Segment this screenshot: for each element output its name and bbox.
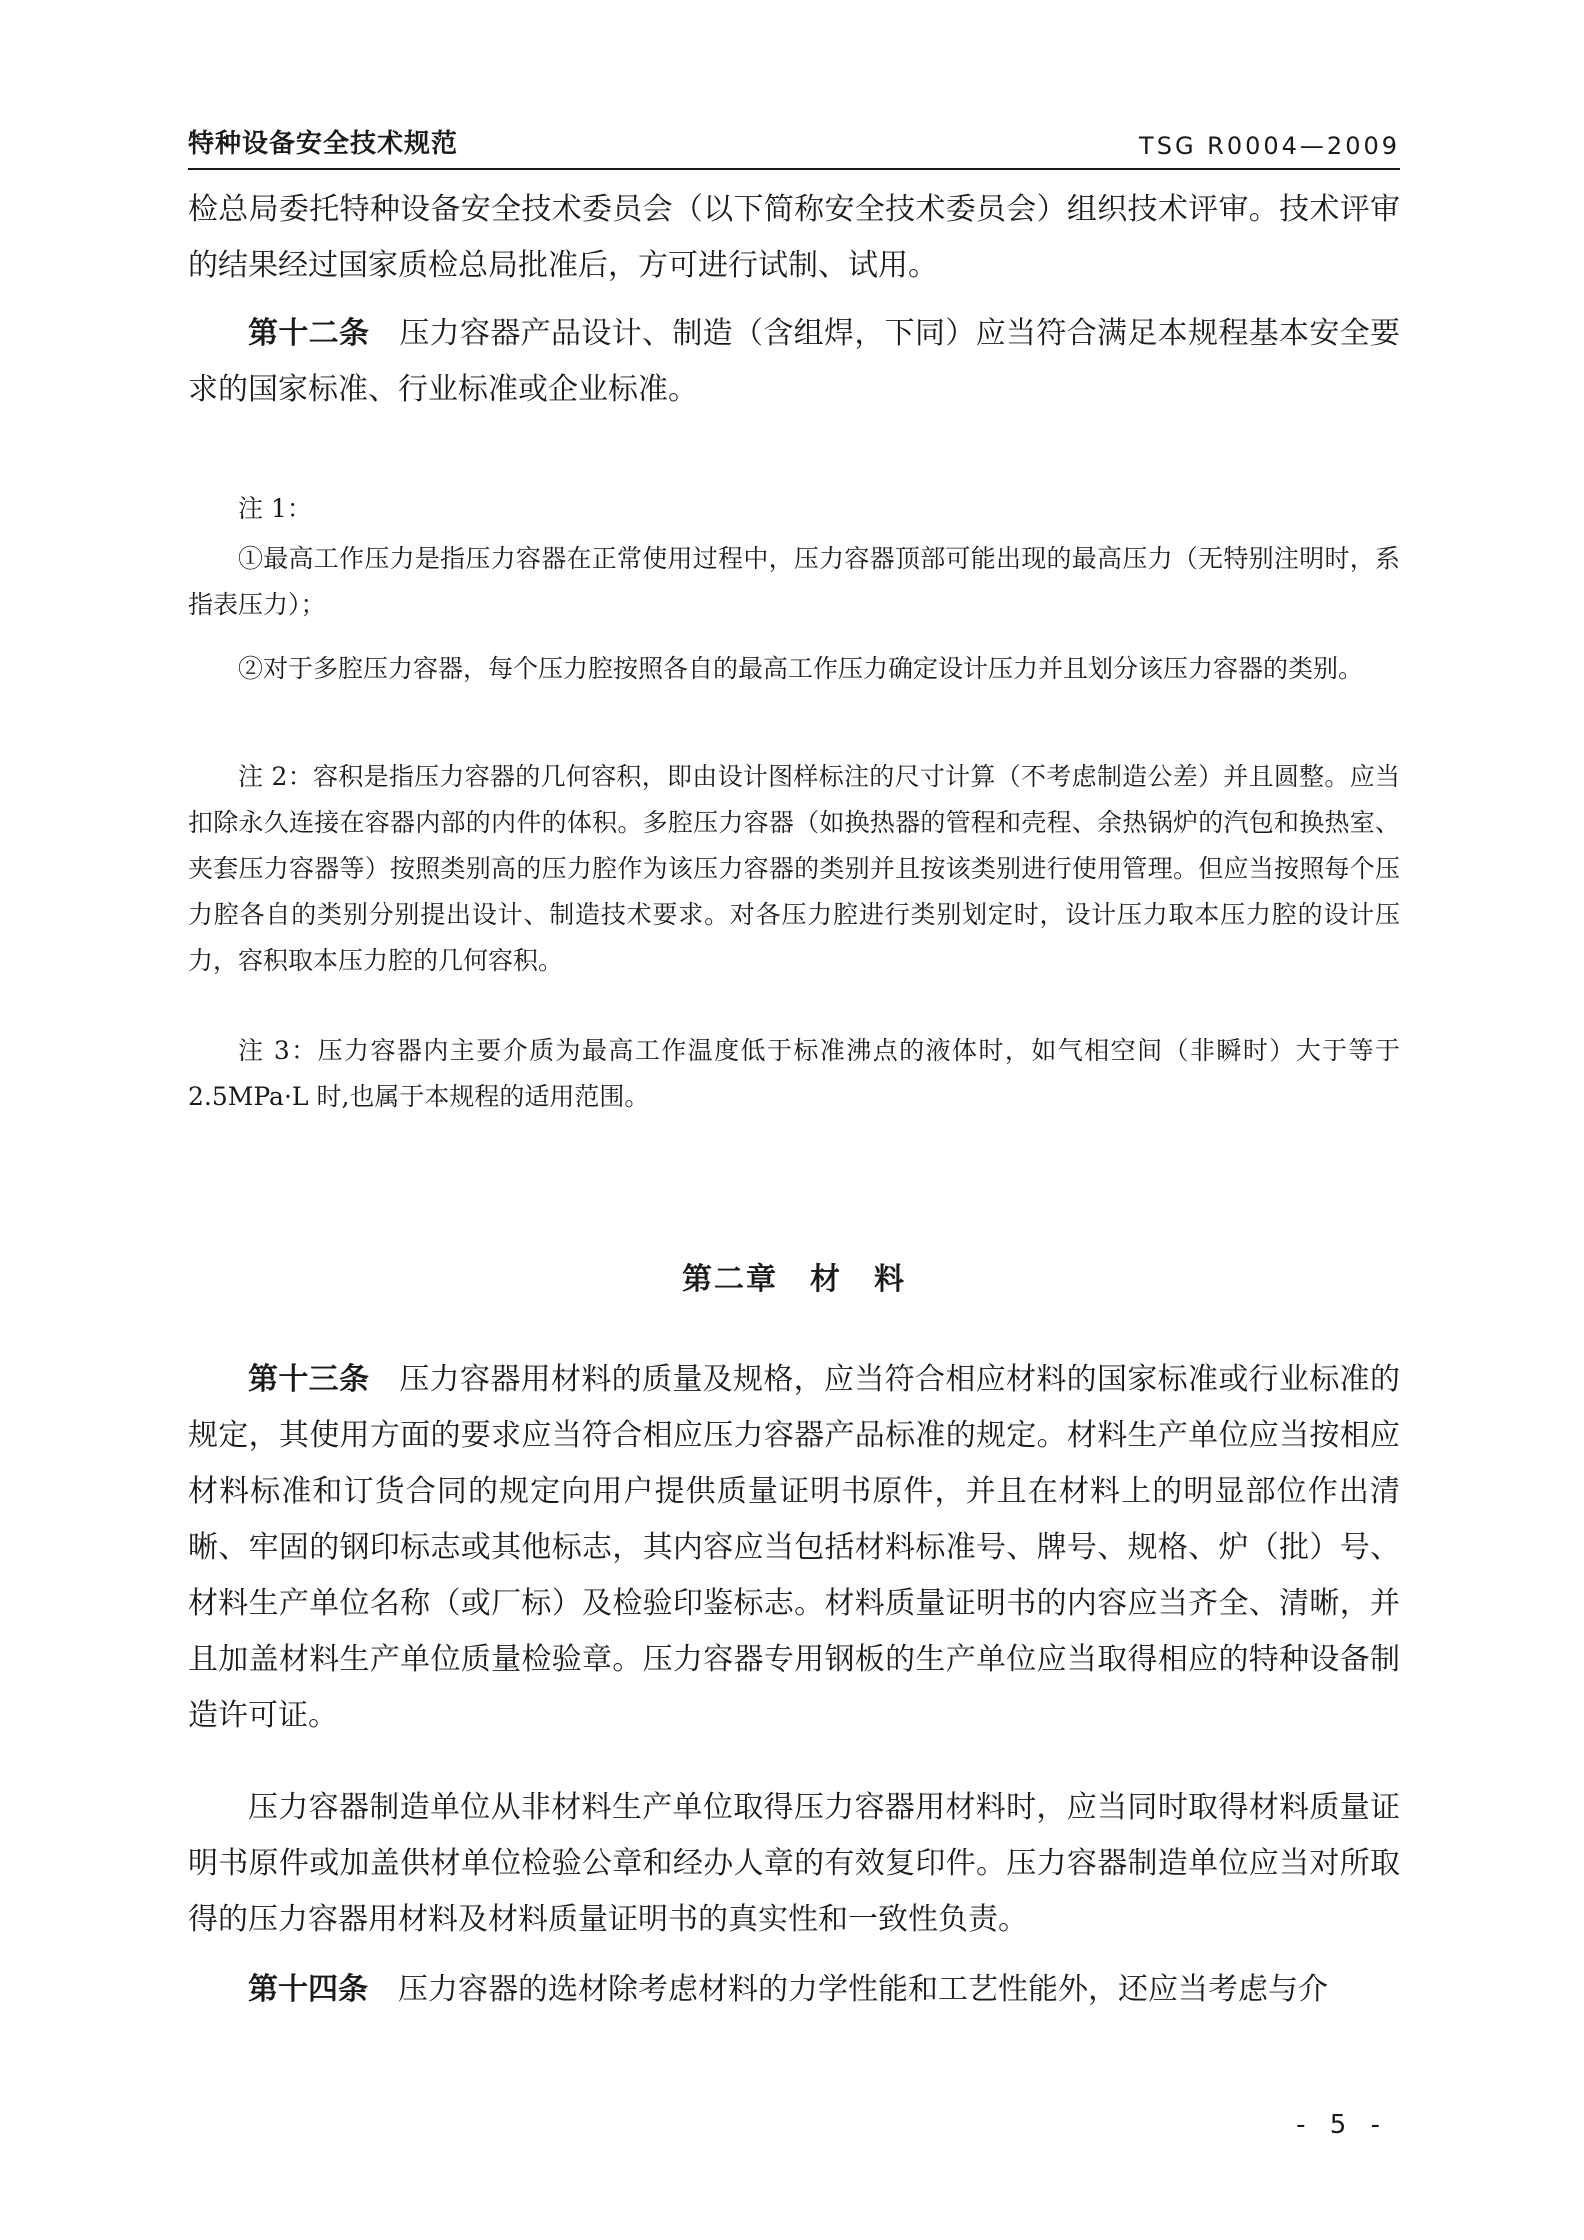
article-12 — [188, 306, 1400, 418]
note-1-title: 注 1： — [238, 494, 312, 523]
header-regulation-title: 特种设备安全技术规范 — [188, 129, 459, 159]
article-14-text: 压力容器的选材除考虑材料的力学性能和工艺性能外，还应当考虑与介 — [398, 1972, 1328, 2007]
note-1-item-2: ②对于多腔压力容器，每个压力腔按照各自的最高工作压力确定设计压力并且划分该压力容器的类别。 — [238, 654, 1364, 683]
note-3: 注 3：压力容器内主要介质为最高工作温度低于标准沸点的液体时，如气相空间（非瞬时）大于等于 2.5MPa·L 时,也属于本规程的适用范围。 — [188, 1036, 1400, 1111]
article-13 — [188, 1352, 1400, 1744]
chapter-title: 第二章 材 料 — [682, 1262, 906, 1297]
article-12-label: 第十二条 — [248, 316, 370, 351]
article-13-text: 压力容器用材料的质量及规格，应当符合相应材料的国家标准或行业标准的规定，其使用方面的要求应当符合相应压力容器产品标准的规定。材料生产单位应当按相应材料标准和订货合同的规定向用户提供质量证明书原件，并且在材料上的明显部位作出清晰、牢固的钢印标志或其他标志，其内容应当包括材料标准号、牌号、规格、炉（批）号、材料生产单位名称（或厂标）及检验印鉴标志。材料质量证明书的内容应当齐全、清晰，并且加盖材料生产单位质量检验章。压力容器专用钢板的生产单位应当取得相应的特种设备制造许可证。 — [188, 1362, 1401, 1733]
article-12-text: 压力容器产品设计、制造（含组焊，下同）应当符合满足本规程基本安全要求的国家标准、行业标准或企业标准。 — [188, 316, 1401, 407]
article-14-label: 第十四条 — [248, 1972, 368, 2007]
article-13-paragraph-2: 压力容器制造单位从非材料生产单位取得压力容器用材料时，应当同时取得材料质量证明书原件或加盖供材单位检验公章和经办人章的有效复印件。压力容器制造单位应当对所取得的压力容器用材料及材料质量证明书的真实性和一致性负责。 — [188, 1790, 1400, 1937]
page-number: - 5 - — [1296, 2110, 1388, 2140]
note-2: 注 2：容积是指压力容器的几何容积，即由设计图样标注的尺寸计算（不考虑制造公差）并且圆整。应当扣除永久连接在容器内部的内件的体积。多腔压力容器（如换热器的管程和壳程、余热锅炉的汽包和换热室、夹套压力容器等）按照类别高的压力腔作为该压力容器的类别并且按该类别进行使用管理。但应当按照每个压力腔各自的类别分别提出设计、制造技术要求。对各压力腔进行类别划定时，设计压力取本压力腔的设计压力，容积取本压力腔的几何容积。 — [188, 762, 1400, 975]
article-13-label: 第十三条 — [248, 1362, 370, 1397]
page-header — [188, 124, 1400, 170]
note-1-item-1: ①最高工作压力是指压力容器在正常使用过程中，压力容器顶部可能出现的最高压力（无特别注明时，系指表压力）； — [188, 544, 1400, 619]
header-regulation-code: TSG R0004—2009 — [1139, 132, 1400, 160]
paragraph-continuation: 检总局委托特种设备安全技术委员会（以下简称安全技术委员会）组织技术评审。技术评审的结果经过国家质检总局批准后，方可进行试制、试用。 — [188, 192, 1400, 283]
article-14 — [188, 1962, 1400, 2018]
